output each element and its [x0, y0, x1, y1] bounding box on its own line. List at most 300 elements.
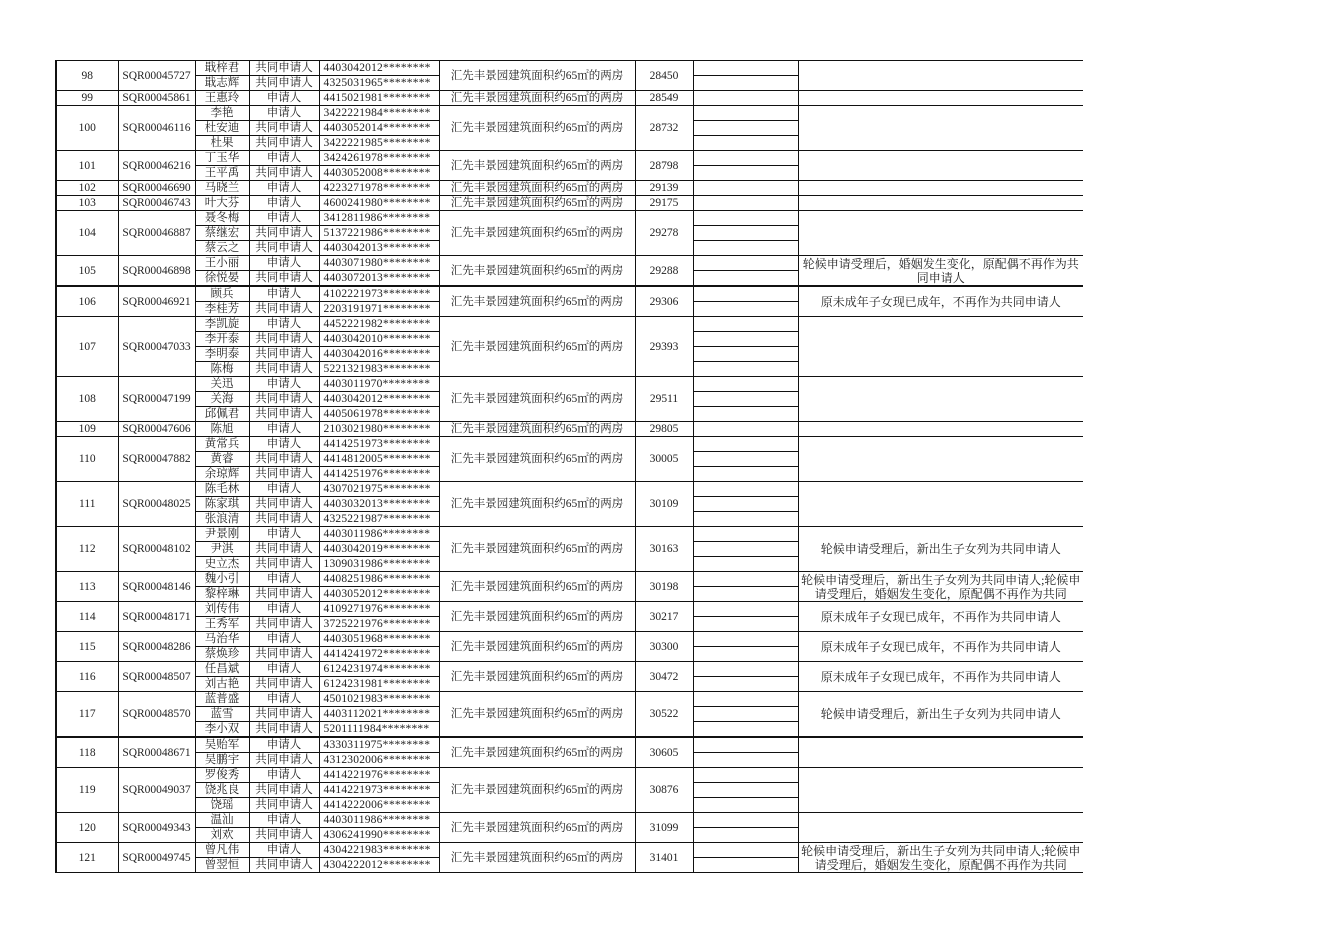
blank-cell[interactable] [693, 512, 798, 527]
blank-cell[interactable] [693, 527, 798, 542]
member-name: 陈旭 [195, 422, 249, 437]
blank-cell[interactable] [693, 332, 798, 347]
member-name: 温汕 [195, 813, 249, 828]
application-id: SQR00046216 [118, 151, 195, 181]
member-name: 顾兵 [195, 286, 249, 302]
remark-text: 原未成年子女现已成年，不再作为共同申请人 [820, 669, 1061, 684]
blank-cell[interactable] [693, 76, 798, 91]
row-number: 113 [56, 572, 118, 602]
blank-cell[interactable] [693, 692, 798, 707]
row-number: 118 [56, 737, 118, 768]
member-name: 李开泰 [195, 332, 249, 347]
member-role: 共同申请人 [249, 302, 319, 317]
member-id-number: 4452221982******** [319, 317, 439, 332]
member-role: 申请人 [249, 737, 319, 753]
member-role: 共同申请人 [249, 241, 319, 256]
member-id-number: 4414251976******** [319, 467, 439, 482]
blank-cell[interactable] [693, 677, 798, 692]
member-id-number: 4414251973******** [319, 437, 439, 452]
table-row [56, 196, 1083, 211]
blank-cell[interactable] [693, 783, 798, 798]
table-row [56, 377, 1083, 392]
housing-type: 汇先丰景园建筑面积约65㎡的两房 [439, 286, 635, 317]
member-id-number: 6124231974******** [319, 662, 439, 677]
member-id-number: 5201111984******** [319, 722, 439, 738]
member-id-number: 4403072013******** [319, 271, 439, 287]
member-role: 共同申请人 [249, 136, 319, 151]
member-id-number: 6124231981******** [319, 677, 439, 692]
housing-type: 汇先丰景园建筑面积约65㎡的两房 [439, 572, 635, 602]
remark-cell [798, 211, 1083, 256]
member-name: 关迅 [195, 377, 249, 392]
member-name: 李桂芳 [195, 302, 249, 317]
blank-cell[interactable] [693, 572, 798, 587]
table-row [56, 422, 1083, 437]
member-id-number: 1309031986******** [319, 557, 439, 572]
member-id-number: 4403052012******** [319, 587, 439, 602]
remark-text: 原未成年子女现已成年，不再作为共同申请人 [820, 609, 1061, 624]
member-id-number: 4403042012******** [319, 392, 439, 407]
blank-cell[interactable] [693, 437, 798, 452]
member-name: 聂冬梅 [195, 211, 249, 226]
row-number: 116 [56, 662, 118, 692]
blank-cell[interactable] [693, 647, 798, 662]
remark-cell [798, 196, 1083, 211]
table-row [56, 602, 1083, 617]
member-id-number: 4330311975******** [319, 737, 439, 753]
member-id-number: 4325221987******** [319, 512, 439, 527]
member-role: 共同申请人 [249, 166, 319, 181]
member-role: 共同申请人 [249, 677, 319, 692]
housing-type: 汇先丰景园建筑面积约65㎡的两房 [439, 843, 635, 873]
member-role: 共同申请人 [249, 753, 319, 768]
blank-cell[interactable] [693, 858, 798, 873]
housing-type: 汇先丰景园建筑面积约65㎡的两房 [439, 91, 635, 106]
remark-cell [798, 843, 1083, 873]
blank-cell[interactable] [693, 497, 798, 512]
blank-cell[interactable] [693, 587, 798, 602]
member-role: 申请人 [249, 211, 319, 226]
application-id: SQR00048570 [118, 692, 195, 738]
member-role: 共同申请人 [249, 392, 319, 407]
member-id-number: 4414241972******** [319, 647, 439, 662]
row-number: 103 [56, 196, 118, 211]
spreadsheet-page [55, 60, 1083, 875]
row-number: 114 [56, 602, 118, 632]
application-id: SQR00046743 [118, 196, 195, 211]
blank-cell[interactable] [693, 753, 798, 768]
member-id-number: 3424261978******** [319, 151, 439, 166]
member-name: 黎梓琳 [195, 587, 249, 602]
member-name: 尹景刚 [195, 527, 249, 542]
blank-cell[interactable] [693, 181, 798, 196]
blank-cell[interactable] [693, 226, 798, 241]
application-id: SQR00046690 [118, 181, 195, 196]
member-name: 李凯旋 [195, 317, 249, 332]
member-role: 共同申请人 [249, 467, 319, 482]
member-id-number: 4304222012******** [319, 858, 439, 873]
blank-cell[interactable] [693, 317, 798, 332]
member-role: 共同申请人 [249, 76, 319, 91]
member-id-number: 4403032013******** [319, 497, 439, 512]
member-role: 共同申请人 [249, 347, 319, 362]
member-role: 共同申请人 [249, 722, 319, 738]
blank-cell[interactable] [693, 662, 798, 677]
member-role: 共同申请人 [249, 362, 319, 377]
member-role: 申请人 [249, 632, 319, 647]
queue-number: 29139 [635, 181, 693, 196]
queue-number: 28549 [635, 91, 693, 106]
blank-cell[interactable] [693, 362, 798, 377]
member-name: 余琼辉 [195, 467, 249, 482]
table-row [56, 813, 1083, 828]
table-row [56, 317, 1083, 332]
member-role: 共同申请人 [249, 783, 319, 798]
table-row [56, 211, 1083, 226]
member-role: 共同申请人 [249, 497, 319, 512]
blank-cell[interactable] [693, 241, 798, 256]
member-id-number: 4501021983******** [319, 692, 439, 707]
member-name: 王平禹 [195, 166, 249, 181]
member-id-number: 3725221976******** [319, 617, 439, 632]
table-row [56, 256, 1083, 271]
blank-cell[interactable] [693, 467, 798, 482]
member-name: 蓝雪 [195, 707, 249, 722]
member-id-number: 5137221986******** [319, 226, 439, 241]
member-id-number: 4403011986******** [319, 813, 439, 828]
housing-type: 汇先丰景园建筑面积约65㎡的两房 [439, 181, 635, 196]
member-name: 李小双 [195, 722, 249, 738]
applicant-table [55, 60, 1083, 873]
row-number: 115 [56, 632, 118, 662]
remark-cell [798, 572, 1083, 602]
application-id: SQR00048171 [118, 602, 195, 632]
member-name: 刘欢 [195, 828, 249, 843]
application-id: SQR00047606 [118, 422, 195, 437]
queue-number: 30522 [635, 692, 693, 738]
remark-text: 轮候申请受理后，新出生子女列为共同申请人;轮候申请受理后，婚姻发生变化，原配偶不再作为共同 [801, 843, 1081, 872]
blank-cell[interactable] [693, 422, 798, 437]
member-role: 申请人 [249, 106, 319, 121]
blank-cell[interactable] [693, 843, 798, 858]
housing-type: 汇先丰景园建筑面积约65㎡的两房 [439, 768, 635, 813]
blank-cell[interactable] [693, 542, 798, 557]
remark-text: 轮候申请受理后，新出生子女列为共同申请人;轮候申请受理后，婚姻发生变化，原配偶不再作为共同 [801, 572, 1081, 601]
member-name: 任昌斌 [195, 662, 249, 677]
member-name: 刘古艳 [195, 677, 249, 692]
member-role: 申请人 [249, 602, 319, 617]
remark-cell [798, 91, 1083, 106]
member-id-number: 4408251986******** [319, 572, 439, 587]
member-id-number: 4414812005******** [319, 452, 439, 467]
queue-number: 30163 [635, 527, 693, 572]
member-id-number: 4403071980******** [319, 256, 439, 271]
row-number: 117 [56, 692, 118, 738]
blank-cell[interactable] [693, 768, 798, 783]
member-name: 徐悦晏 [195, 271, 249, 287]
member-id-number: 4403051968******** [319, 632, 439, 647]
member-name: 罗俊秀 [195, 768, 249, 783]
application-id: SQR00049343 [118, 813, 195, 843]
housing-type: 汇先丰景园建筑面积约65㎡的两房 [439, 632, 635, 662]
member-name: 曾凡伟 [195, 843, 249, 858]
member-role: 申请人 [249, 572, 319, 587]
member-role: 共同申请人 [249, 828, 319, 843]
member-id-number: 4403052008******** [319, 166, 439, 181]
queue-number: 30005 [635, 437, 693, 482]
blank-cell[interactable] [693, 271, 798, 287]
remark-cell [798, 482, 1083, 527]
housing-type: 汇先丰景园建筑面积约65㎡的两房 [439, 256, 635, 287]
member-name: 饶瑶 [195, 798, 249, 813]
housing-type: 汇先丰景园建筑面积约65㎡的两房 [439, 422, 635, 437]
remark-cell [798, 106, 1083, 151]
member-name: 蔡云之 [195, 241, 249, 256]
member-id-number: 4403042012******** [319, 61, 439, 76]
table-row [56, 482, 1083, 497]
member-name: 饶兆良 [195, 783, 249, 798]
member-id-number: 3412811986******** [319, 211, 439, 226]
blank-cell[interactable] [693, 813, 798, 828]
housing-type: 汇先丰景园建筑面积约65㎡的两房 [439, 151, 635, 181]
member-name: 李明泰 [195, 347, 249, 362]
queue-number: 29511 [635, 377, 693, 422]
row-number: 108 [56, 377, 118, 422]
row-number: 109 [56, 422, 118, 437]
blank-cell[interactable] [693, 707, 798, 722]
member-id-number: 3422221985******** [319, 136, 439, 151]
table-row [56, 61, 1083, 76]
table-row [56, 692, 1083, 707]
queue-number: 29805 [635, 422, 693, 437]
member-name: 刘传伟 [195, 602, 249, 617]
queue-number: 30605 [635, 737, 693, 768]
queue-number: 31401 [635, 843, 693, 873]
application-id: SQR00046887 [118, 211, 195, 256]
blank-cell[interactable] [693, 106, 798, 121]
member-name: 王小丽 [195, 256, 249, 271]
member-role: 共同申请人 [249, 617, 319, 632]
member-role: 共同申请人 [249, 61, 319, 76]
member-id-number: 4312302006******** [319, 753, 439, 768]
blank-cell[interactable] [693, 407, 798, 422]
member-id-number: 4403042010******** [319, 332, 439, 347]
member-name: 蓝普盛 [195, 692, 249, 707]
member-name: 陈毛林 [195, 482, 249, 497]
housing-type: 汇先丰景园建筑面积约65㎡的两房 [439, 61, 635, 91]
member-id-number: 4414221976******** [319, 768, 439, 783]
member-id-number: 3422221984******** [319, 106, 439, 121]
application-id: SQR00049037 [118, 768, 195, 813]
application-id: SQR00048025 [118, 482, 195, 527]
row-number: 110 [56, 437, 118, 482]
blank-cell[interactable] [693, 151, 798, 166]
blank-cell[interactable] [693, 196, 798, 211]
member-id-number: 4403011986******** [319, 527, 439, 542]
housing-type: 汇先丰景园建筑面积约65㎡的两房 [439, 813, 635, 843]
member-role: 共同申请人 [249, 798, 319, 813]
member-role: 申请人 [249, 377, 319, 392]
member-name: 戢梓君 [195, 61, 249, 76]
queue-number: 30217 [635, 602, 693, 632]
remark-cell [798, 422, 1083, 437]
queue-number: 30472 [635, 662, 693, 692]
blank-cell[interactable] [693, 61, 798, 76]
member-name: 黄常兵 [195, 437, 249, 452]
member-role: 申请人 [249, 813, 319, 828]
member-role: 申请人 [249, 196, 319, 211]
row-number: 104 [56, 211, 118, 256]
member-id-number: 4306241990******** [319, 828, 439, 843]
member-name: 叶大芬 [195, 196, 249, 211]
application-id: SQR00045861 [118, 91, 195, 106]
member-role: 申请人 [249, 843, 319, 858]
member-name: 马治华 [195, 632, 249, 647]
blank-cell[interactable] [693, 256, 798, 271]
member-id-number: 4414222006******** [319, 798, 439, 813]
table-row [56, 843, 1083, 858]
member-role: 申请人 [249, 286, 319, 302]
remark-text: 轮候申请受理后，新出生子女列为共同申请人 [820, 707, 1061, 721]
member-name: 蔡焕珍 [195, 647, 249, 662]
table-row [56, 437, 1083, 452]
member-role: 共同申请人 [249, 647, 319, 662]
table-row [56, 527, 1083, 542]
blank-cell[interactable] [693, 347, 798, 362]
remark-cell [798, 151, 1083, 181]
member-role: 共同申请人 [249, 587, 319, 602]
application-id: SQR00047033 [118, 317, 195, 377]
blank-cell[interactable] [693, 557, 798, 572]
queue-number: 29393 [635, 317, 693, 377]
application-id: SQR00049745 [118, 843, 195, 873]
member-role: 共同申请人 [249, 226, 319, 241]
blank-cell[interactable] [693, 121, 798, 136]
row-number: 120 [56, 813, 118, 843]
member-role: 申请人 [249, 422, 319, 437]
member-role: 共同申请人 [249, 707, 319, 722]
application-id: SQR00047882 [118, 437, 195, 482]
application-id: SQR00048146 [118, 572, 195, 602]
member-id-number: 5221321983******** [319, 362, 439, 377]
member-id-number: 4414221973******** [319, 783, 439, 798]
queue-number: 28450 [635, 61, 693, 91]
housing-type: 汇先丰景园建筑面积约65㎡的两房 [439, 482, 635, 527]
member-name: 吴鹏宇 [195, 753, 249, 768]
row-number: 111 [56, 482, 118, 527]
remark-cell [798, 813, 1083, 843]
blank-cell[interactable] [693, 452, 798, 467]
row-number: 101 [56, 151, 118, 181]
member-role: 申请人 [249, 256, 319, 271]
blank-cell[interactable] [693, 286, 798, 302]
member-id-number: 4415021981******** [319, 91, 439, 106]
blank-cell[interactable] [693, 377, 798, 392]
member-name: 丁玉华 [195, 151, 249, 166]
member-role: 共同申请人 [249, 121, 319, 136]
blank-cell[interactable] [693, 392, 798, 407]
member-id-number: 4403042013******** [319, 241, 439, 256]
blank-cell[interactable] [693, 302, 798, 317]
blank-cell[interactable] [693, 737, 798, 753]
blank-cell[interactable] [693, 136, 798, 151]
member-name: 张浪清 [195, 512, 249, 527]
table-row [56, 737, 1083, 753]
row-number: 98 [56, 61, 118, 91]
blank-cell[interactable] [693, 166, 798, 181]
queue-number: 29306 [635, 286, 693, 317]
row-number: 100 [56, 106, 118, 151]
member-id-number: 4403042019******** [319, 542, 439, 557]
housing-type: 汇先丰景园建筑面积约65㎡的两房 [439, 211, 635, 256]
member-id-number: 4405061978******** [319, 407, 439, 422]
remark-cell [798, 377, 1083, 422]
table-row [56, 181, 1083, 196]
blank-cell[interactable] [693, 722, 798, 738]
member-role: 申请人 [249, 527, 319, 542]
member-role: 申请人 [249, 437, 319, 452]
member-name: 黄睿 [195, 452, 249, 467]
blank-cell[interactable] [693, 482, 798, 497]
housing-type: 汇先丰景园建筑面积约65㎡的两房 [439, 106, 635, 151]
application-id: SQR00048671 [118, 737, 195, 768]
member-id-number: 4403112021******** [319, 707, 439, 722]
member-name: 尹淇 [195, 542, 249, 557]
member-role: 共同申请人 [249, 271, 319, 287]
remark-cell [798, 632, 1083, 662]
member-id-number: 4403011970******** [319, 377, 439, 392]
application-id: SQR00047199 [118, 377, 195, 422]
member-id-number: 4403042016******** [319, 347, 439, 362]
blank-cell[interactable] [693, 632, 798, 647]
row-number: 121 [56, 843, 118, 873]
blank-cell[interactable] [693, 617, 798, 632]
member-name: 戢志辉 [195, 76, 249, 91]
queue-number: 30300 [635, 632, 693, 662]
row-number: 102 [56, 181, 118, 196]
member-id-number: 4403052014******** [319, 121, 439, 136]
blank-cell[interactable] [693, 211, 798, 226]
member-id-number: 4325031965******** [319, 76, 439, 91]
blank-cell[interactable] [693, 828, 798, 843]
member-role: 申请人 [249, 91, 319, 106]
remark-cell [798, 662, 1083, 692]
member-id-number: 4307021975******** [319, 482, 439, 497]
remark-cell [798, 317, 1083, 377]
application-id: SQR00048507 [118, 662, 195, 692]
blank-cell[interactable] [693, 91, 798, 106]
housing-type: 汇先丰景园建筑面积约65㎡的两房 [439, 662, 635, 692]
blank-cell[interactable] [693, 798, 798, 813]
member-role: 共同申请人 [249, 512, 319, 527]
table-row [56, 286, 1083, 302]
table-row [56, 151, 1083, 166]
table-row [56, 91, 1083, 106]
housing-type: 汇先丰景园建筑面积约65㎡的两房 [439, 377, 635, 422]
housing-type: 汇先丰景园建筑面积约65㎡的两房 [439, 692, 635, 738]
queue-number: 29175 [635, 196, 693, 211]
member-role: 共同申请人 [249, 557, 319, 572]
member-id-number: 2203191971******** [319, 302, 439, 317]
remark-cell [798, 256, 1083, 287]
member-name: 邱佩君 [195, 407, 249, 422]
application-id: SQR00046921 [118, 286, 195, 317]
blank-cell[interactable] [693, 602, 798, 617]
remark-cell [798, 737, 1083, 768]
row-number: 112 [56, 527, 118, 572]
remark-text: 原未成年子女现已成年，不再作为共同申请人 [820, 294, 1061, 309]
member-id-number: 4223271978******** [319, 181, 439, 196]
